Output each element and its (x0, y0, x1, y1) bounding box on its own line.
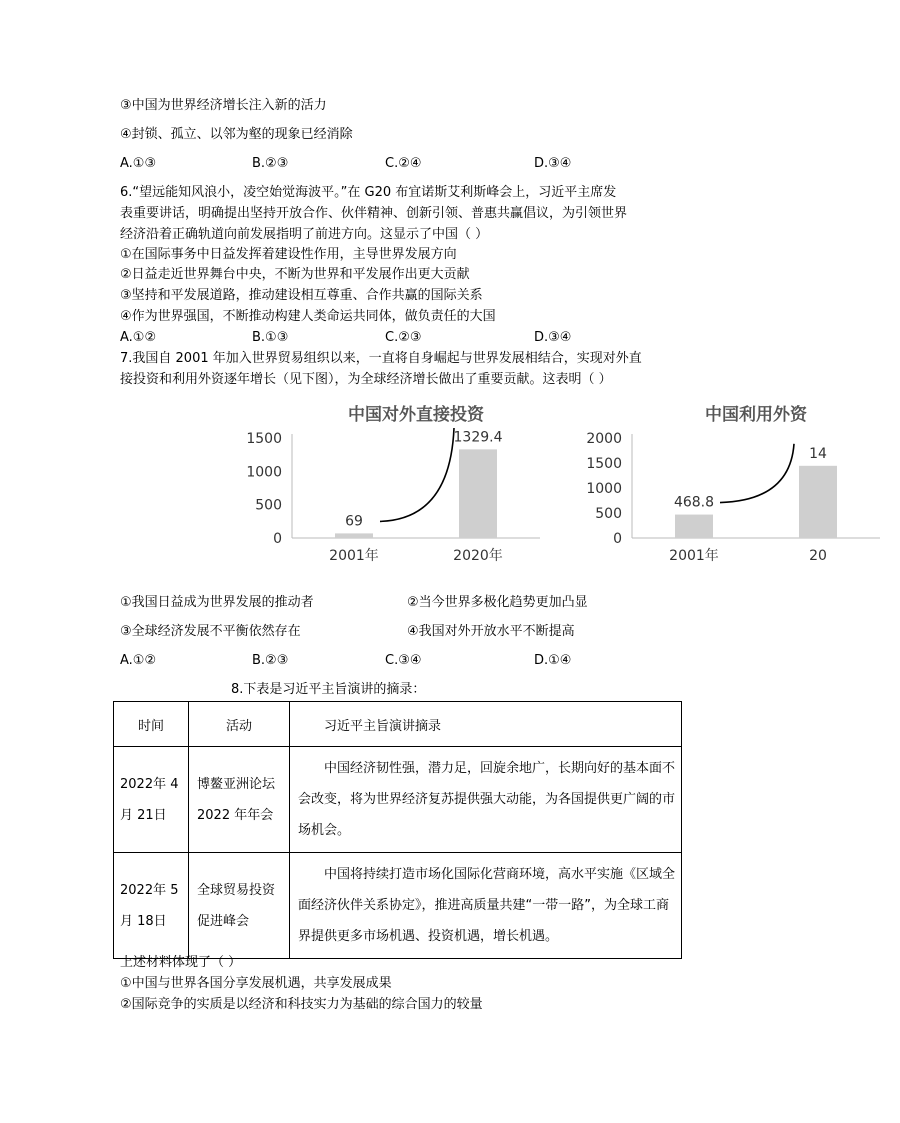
q6-answer-d: D.③④ (534, 330, 572, 345)
q7-answer-c: C.③④ (385, 653, 422, 668)
q7-answer-d: D.①④ (534, 653, 572, 668)
bar-value-label: 69 (345, 513, 363, 530)
q5-option-3: ③中国为世界经济增长注入新的活力 (120, 98, 327, 113)
y-tick-label: 0 (273, 531, 282, 547)
q6-option-2: ②日益走近世界舞台中央，不断为世界和平发展作出更大贡献 (120, 267, 470, 282)
table-header-row (114, 702, 682, 747)
y-tick-label: 1000 (586, 481, 622, 497)
q6-option-3: ③坚持和平发展道路，推动建设相互尊重、合作共赢的国际关系 (120, 288, 483, 303)
q5-answer-a: A.①③ (120, 156, 157, 171)
growth-curve (720, 444, 794, 503)
x-tick-label: 2020年 (453, 548, 503, 564)
q6-answer-b: B.①③ (252, 330, 289, 345)
q7-answer-a: A.①② (120, 653, 157, 668)
q8-option-1: ①中国与世界各国分享发展机遇，共享发展成果 (120, 976, 392, 991)
bar (675, 515, 713, 538)
table-cell-event: 博鳌亚洲论坛 2022 年年会 (189, 747, 290, 853)
y-tick-label: 1500 (586, 456, 622, 472)
bar-value-label: 1329.4 (453, 429, 503, 446)
bar (799, 466, 837, 538)
table-cell-time: 2022年 4 月 21日 (114, 747, 189, 853)
bar-value-label: 468.8 (673, 494, 715, 511)
q7-option-2: ②当今世界多极化趋势更加凸显 (407, 595, 588, 610)
q6-option-4: ④作为世界强国，不断推动构建人类命运共同体，做负责任的大国 (120, 309, 496, 324)
speech-table (113, 701, 682, 959)
q5-answer-d: D.③④ (534, 156, 572, 171)
table-header-excerpt: 习近平主旨演讲摘录 (290, 702, 682, 747)
table-row (114, 853, 682, 959)
q7-option-3: ③全球经济发展不平衡依然存在 (120, 624, 301, 639)
q6-stem-line-2: 表重要讲话，明确提出坚持开放合作、伙伴精神、创新引领、普惠共赢倡议，为引领世界 (120, 206, 628, 221)
q6-answer-a: A.①② (120, 330, 157, 345)
table-header-event: 活动 (189, 702, 290, 747)
bar (335, 533, 373, 538)
y-tick-label: 1000 (246, 464, 282, 481)
y-tick-label: 500 (255, 497, 282, 514)
q6-stem-line-3: 经济沿着正确轨道向前发展指明了前进方向。这显示了中国（ ） (120, 227, 489, 242)
q5-answer-b: B.②③ (252, 156, 289, 171)
bar (459, 449, 497, 538)
q6-option-1: ①在国际事务中日益发挥着建设性作用，主导世界发展方向 (120, 247, 457, 262)
chart-title: 中国利用外资 (705, 405, 807, 425)
q7-answer-b: B.②③ (252, 653, 289, 668)
bar-value-label: 14 (809, 445, 827, 462)
x-tick-label: 20 (809, 548, 827, 564)
q7-stem-line-1: 7.我国自 2001 年加入世界贸易组织以来，一直将自身崛起与世界发展相结合，实现对外直 (120, 351, 642, 366)
table-cell-excerpt: 中国经济韧性强，潜力足，回旋余地广，长期向好的基本面不会改变，将为世界经济复苏提供强大动能，为各国提供更广阔的市场机会。 (290, 747, 682, 853)
table-header-time: 时间 (114, 702, 189, 747)
q6-stem-line-1: 6.“望远能知风浪小，凌空始觉海波平。”在 G20 布宜诺斯艾利斯峰会上，习近平主席发 (120, 185, 617, 200)
fdi-chart (570, 398, 827, 570)
table-cell-excerpt: 中国将持续打造市场化国际化营商环境，高水平实施《区域全面经济伙伴关系协定》，推进高质量共建“一带一路”，为全球工商界提供更多市场机遇、投资机遇，增长机遇。 (290, 853, 682, 959)
q7-option-1: ①我国日益成为世界发展的推动者 (120, 595, 314, 610)
growth-curve (380, 428, 454, 521)
chart-title: 中国对外直接投资 (348, 405, 484, 425)
x-tick-label: 2001年 (669, 548, 719, 564)
q5-option-4: ④封锁、孤立、以邻为壑的现象已经消除 (120, 127, 353, 142)
q7-option-4: ④我国对外开放水平不断提高 (407, 624, 575, 639)
q5-answer-c: C.②④ (385, 156, 422, 171)
y-tick-label: 2000 (586, 431, 622, 447)
q6-answer-c: C.②③ (385, 330, 422, 345)
q8-intro: 8.下表是习近平主旨演讲的摘录： (231, 682, 426, 697)
x-tick-label: 2001年 (329, 548, 379, 564)
q8-option-2: ②国际竞争的实质是以经济和科技实力为基础的综合国力的较量 (120, 997, 483, 1012)
y-tick-label: 500 (595, 506, 622, 522)
y-tick-label: 0 (613, 531, 622, 547)
table-row (114, 747, 682, 853)
odi-chart (230, 398, 560, 574)
q8-stem: 上述材料体现了（ ） (120, 955, 242, 970)
table-cell-time: 2022年 5 月 18日 (114, 853, 189, 959)
y-tick-label: 1500 (246, 431, 282, 447)
table-cell-event: 全球贸易投资促进峰会 (189, 853, 290, 959)
q7-stem-line-2: 接投资和利用外资逐年增长（见下图），为全球经济增长做出了重要贡献。这表明（ ） (120, 372, 612, 387)
